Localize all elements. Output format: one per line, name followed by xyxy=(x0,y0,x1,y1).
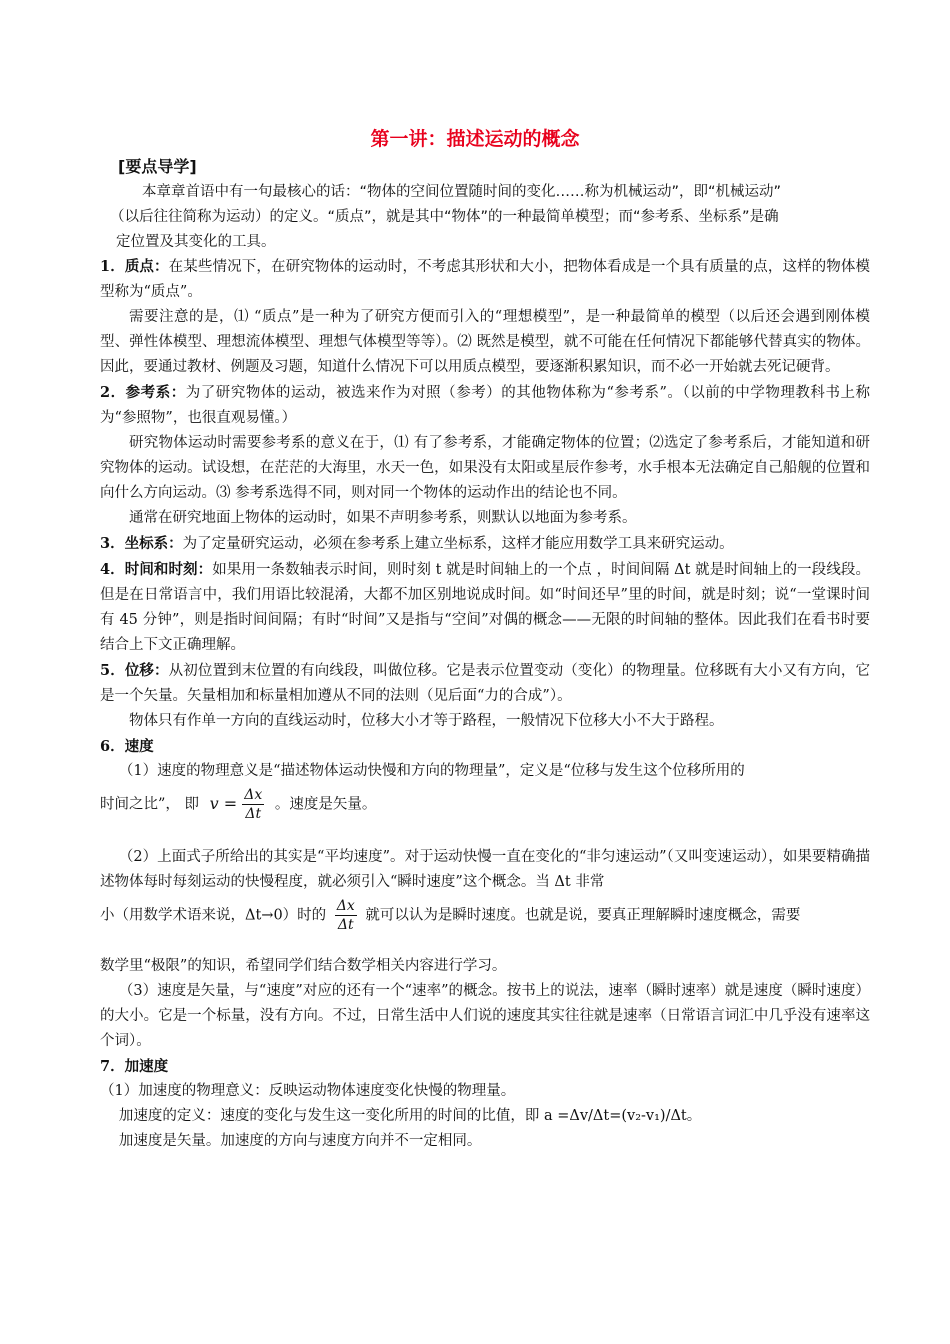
velocity-definition xyxy=(100,786,870,823)
instant-velocity-text-b: 就可以认为是瞬时速度。也就是说，要真正理解瞬时速度概念，需要 xyxy=(365,907,801,924)
velocity-formula xyxy=(210,786,265,823)
section-2-text: 为了研究物体的运动，被选来作为对照（参考）的其他物体称为“参考系”。（以前的中学物理教科书上称为“参照物”，也很直观易懂。） xyxy=(100,385,870,426)
section-6-heading: 6．速度 xyxy=(100,738,154,755)
acceleration-definition: 加速度的定义：速度的变化与发生这一变化所用的时间的比值，即 a =Δv/Δt=(v₂-v₁)/Δt。 xyxy=(118,1108,702,1124)
section-1-note: 需要注意的是，⑴ “质点”是一种为了研究方便而引入的“理想模型”，是一种最简单的模型（以后还会遇到刚体模型、弹性体模型、理想流体模型、理想气体模型等等）。⑵ 既然是模型，就不可能在任何情况下都能够代替真实的物体。因此，要通过教材、例题及习题，知道什么情况下可以用质点模型，要逐渐积累知识，而不必一开始就去死记硬背。 xyxy=(100,309,870,375)
section-2-note: 研究物体运动时需要参考系的意义在于，⑴ 有了参考系，才能确定物体的位置；⑵选定了参考系后，才能知道和研究物体的运动。试设想，在茫茫的大海里，水天一色，如果没有太阳或星辰作参考，水手根本无法确定自己船舰的位置和向什么方向运动。⑶ 参考系选得不同，则对同一个物体的运动作出的结论也不同。 xyxy=(100,435,870,501)
section-3-text: 为了定量研究运动，必须在参考系上建立坐标系，这样才能应用数学工具来研究运动。 xyxy=(182,536,734,552)
section-7-heading: 7．加速度 xyxy=(100,1058,169,1075)
instant-denominator: Δt xyxy=(337,917,354,933)
velocity-meaning: （1）速度的物理意义是“描述物体运动快慢和方向的物理量”，定义是“位移与发生这个位移所用的 xyxy=(118,763,745,779)
section-1-text: 在某些情况下，在研究物体的运动时，不考虑其形状和大小，把物体看成是一个具有质量的点，这样的物体模型称为“质点”。 xyxy=(100,259,871,300)
section-5 xyxy=(100,658,870,709)
velocity-vector-note: 。速度是矢量。 xyxy=(274,796,377,813)
intro-paragraph xyxy=(110,180,870,255)
velocity-denominator: Δt xyxy=(245,806,262,822)
section-4-text: 如果用一条数轴表示时间，则时刻 t 就是时间轴上的一个点 ，时间间隔 Δt 就是时间轴上的一段线段。但是在日常语言中，我们用语比较混淆，大都不加区别地说成时间。如“时间还早”里的时间，就是时刻；说“一堂课时间有 45 分钟”，则是指时间间隔；有时“时间”又是指与“空间”对偶的概念——无限的时间轴的整体。因此我们在看书时要结合上下文正确理解。 xyxy=(100,562,870,653)
section-heading-guide: [要点导学] xyxy=(118,157,197,176)
speed-rate-text: （3）速度是矢量，与“速度”对应的还有一个“速率”的概念。按书上的说法，速率（瞬时速率）就是速度（瞬时速度）的大小。它是一个标量，没有方向。不过，日常生活中人们说的速度其实往往就是速率（日常语言词汇中几乎没有速率这个词）。 xyxy=(100,983,870,1049)
section-2 xyxy=(100,380,870,431)
section-2-default: 通常在研究地面上物体的运动时，如果不声明参考系，则默认以地面为参考系。 xyxy=(129,510,637,526)
intro-line-3: 定位置及其变化的工具。 xyxy=(116,234,276,250)
instant-velocity-line xyxy=(100,897,870,934)
section-4-heading: 4．时间和时刻： xyxy=(100,561,213,578)
section-3-heading: 3．坐标系： xyxy=(100,535,183,552)
instant-velocity-text-a: 小（用数学术语来说，Δt→0）时的 xyxy=(100,907,327,924)
document-body xyxy=(100,254,870,1154)
section-5-note: 物体只有作单一方向的直线运动时，位移大小才等于路程，一般情况下位移大小不大于路程。 xyxy=(129,713,724,729)
velocity-fraction xyxy=(242,786,264,823)
instant-numerator: Δx xyxy=(336,898,355,914)
average-velocity-text: （2）上面式子所给出的其实是“平均速度”。对于运动快慢一直在变化的“非匀速运动”（又叫变速运动），如果要精确描述物体每时每刻运动的快慢程度，就必须引入“瞬时速度”这个概念。当 Δt 非常 xyxy=(100,849,870,890)
instant-fraction xyxy=(335,897,357,934)
velocity-symbol: v = xyxy=(209,794,238,813)
velocity-definition-text: 时间之比”， 即 xyxy=(100,796,200,813)
section-5-heading: 5．位移： xyxy=(100,662,169,679)
section-2-heading: 2．参考系： xyxy=(100,384,186,401)
section-1 xyxy=(100,254,870,305)
intro-line-2: （以后往往简称为运动）的定义。“质点”，就是其中“物体”的一种最简单模型；而“参考系、坐标系”是确 xyxy=(110,209,779,225)
velocity-numerator: Δx xyxy=(244,787,263,803)
intro-line-1: 本章章首语中有一句最核心的话：“物体的空间位置随时间的变化……称为机械运动”，即“机械运动” xyxy=(142,184,782,200)
section-1-heading: 1．质点： xyxy=(100,258,169,275)
section-4 xyxy=(100,557,870,658)
acceleration-vector-note: 加速度是矢量。加速度的方向与速度方向并不一定相同。 xyxy=(118,1133,482,1149)
section-5-text: 从初位置到末位置的有向线段，叫做位移。它是表示位置变动（变化）的物理量。位移既有大小又有方向，它是一个矢量。矢量相加和标量相加遵从不同的法则（见后面“力的合成”）。 xyxy=(100,663,871,704)
acceleration-meaning: （1）加速度的物理意义：反映运动物体速度变化快慢的物理量。 xyxy=(100,1083,516,1099)
page-title: 第一讲：描述运动的概念 xyxy=(370,128,580,150)
section-3 xyxy=(100,531,870,557)
limit-knowledge-text: 数学里“极限”的知识，希望同学们结合数学相关内容进行学习。 xyxy=(100,958,507,974)
